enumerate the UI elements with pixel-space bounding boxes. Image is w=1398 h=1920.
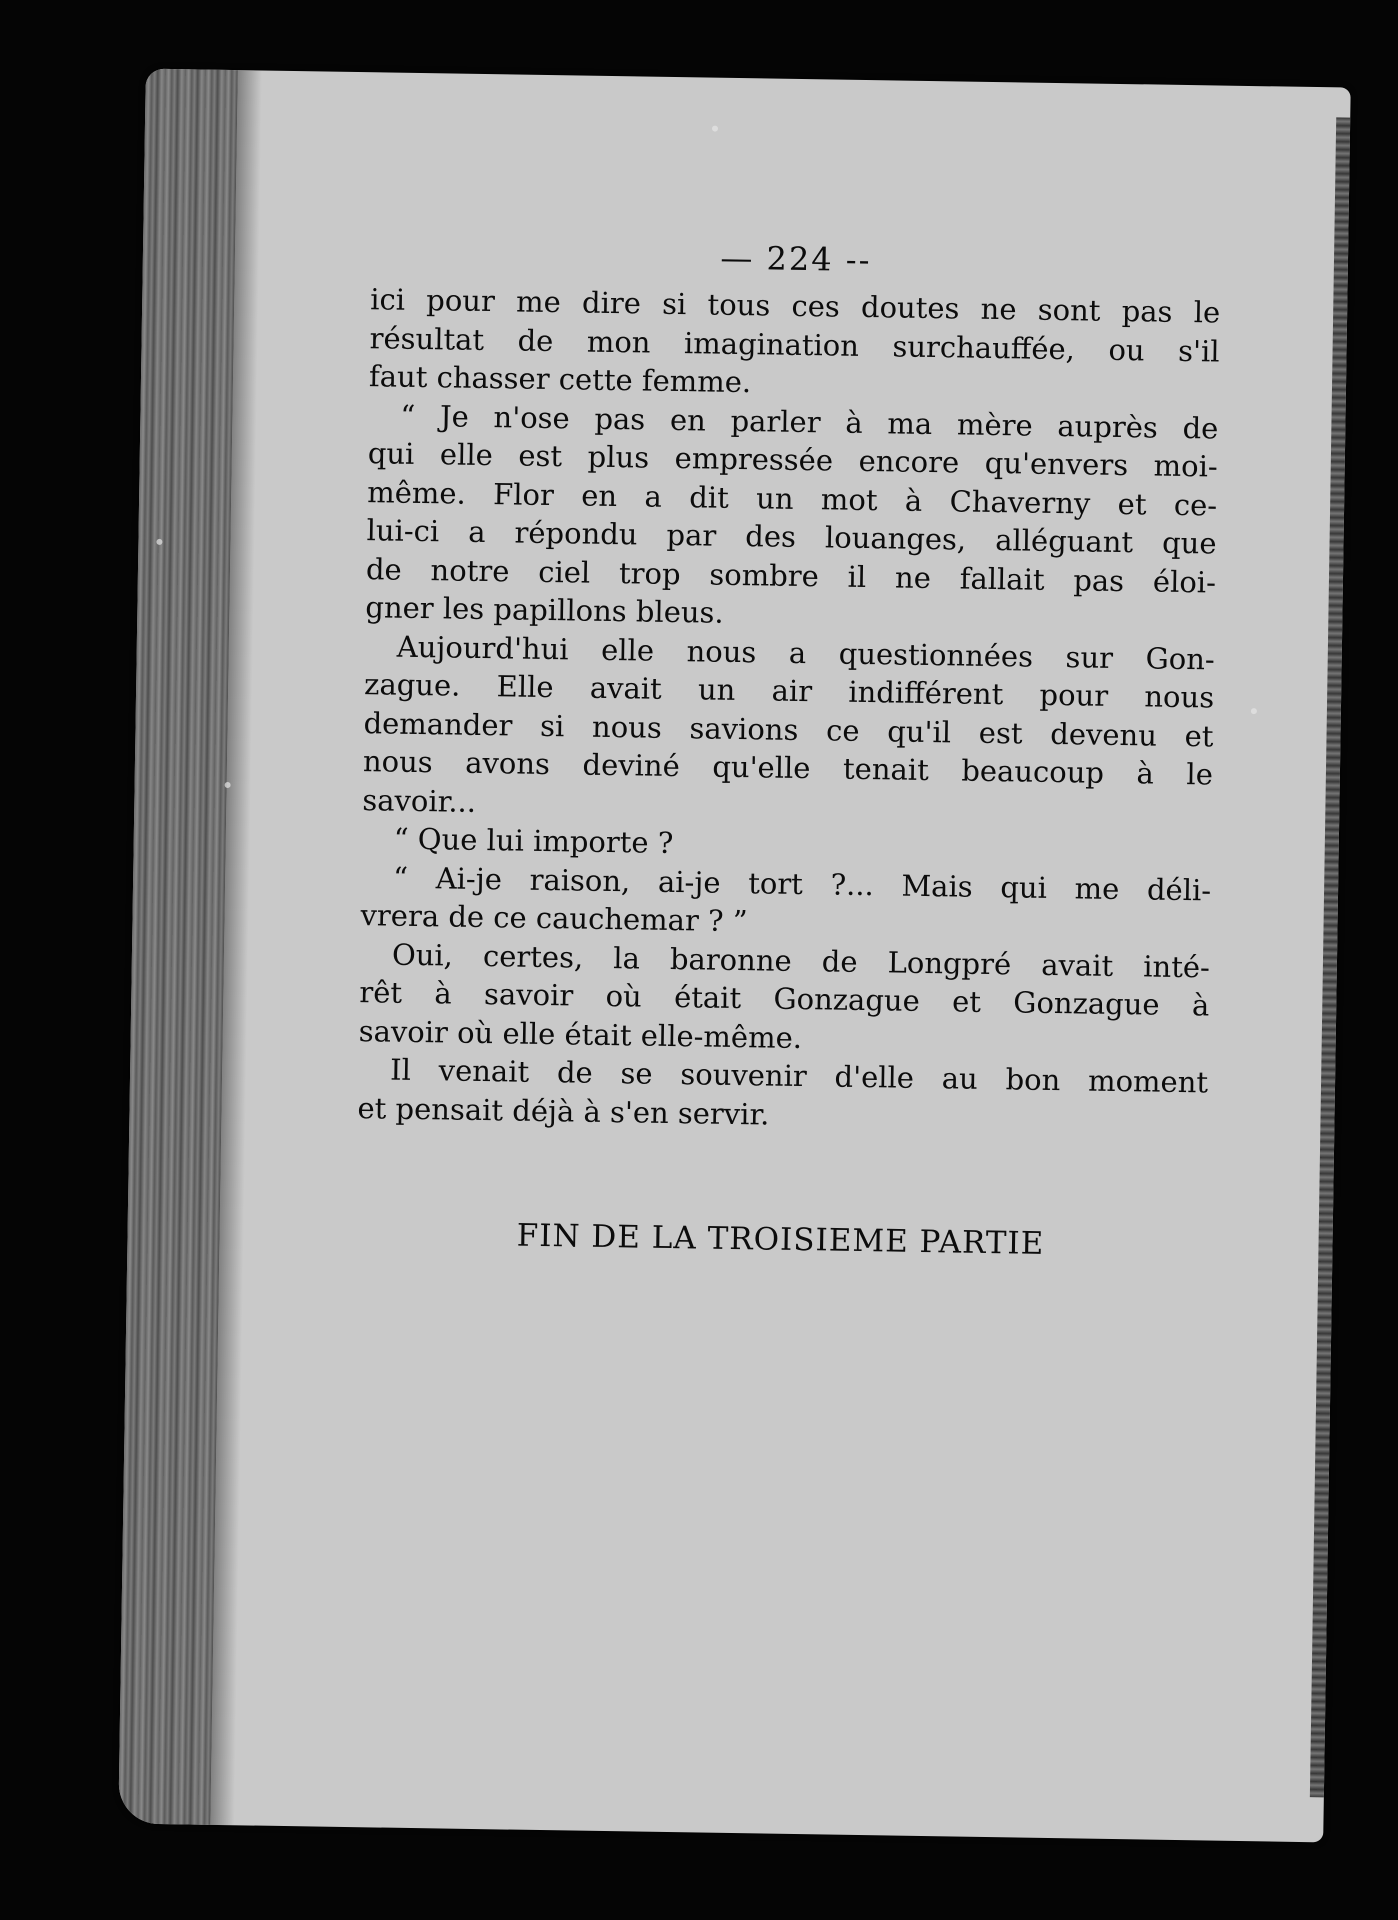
text-line: vrera de ce cauchemar ? ”: [360, 898, 748, 939]
dust-speck: [712, 126, 718, 132]
text-line: qui elle est plus empressée encore qu'envers moi-: [367, 436, 1219, 484]
page-fore-edge: [1310, 117, 1350, 1797]
text-line: “ Que lui importe ?: [393, 821, 674, 861]
dust-speck: [225, 782, 231, 788]
text-line: faut chasser cette femme.: [368, 359, 752, 400]
dust-speck: [1251, 708, 1257, 714]
text-line: nous avons deviné qu'elle tenait beaucoup à le: [362, 744, 1214, 792]
page-number: — 224 --: [720, 238, 872, 280]
text-line: rêt à savoir où était Gonzague et Gonzague à: [359, 975, 1210, 1023]
text-line: résultat de mon imagination surchauffée, ou s'il: [369, 320, 1220, 369]
text-line: gner les papillons bleus.: [365, 590, 724, 630]
text-line: et pensait déjà à s'en servir.: [357, 1090, 770, 1132]
text-line: savoir...: [362, 782, 477, 819]
text-line: zague. Elle avait un air indifférent pour nous: [363, 667, 1215, 715]
text-line: même. Flor en a dit un mot à Chaverny et ce-: [366, 474, 1218, 523]
text-line: savoir où elle était elle-même.: [358, 1013, 803, 1055]
text-line: de notre ciel trop sombre il ne fallait pas éloi-: [365, 551, 1217, 600]
text-line: Oui, certes, la baronne de Longpré avait inté-: [391, 937, 1211, 984]
text-line: demander si nous savions ce qu'il est devenu et: [363, 705, 1214, 753]
text-line: “ Ai-je raison, ai-je tort ?... Mais qui me déli-: [392, 860, 1212, 907]
text-line: Aujourd'hui elle nous a questionnées sur Gon-: [396, 629, 1215, 677]
page-text-block: [355, 230, 1221, 1268]
text-line: “ Je n'ose pas en parler à ma mère auprès de: [400, 398, 1219, 446]
body-text: [357, 280, 1220, 1140]
text-line: ici pour me dire si tous ces doutes ne sont pas le: [369, 282, 1221, 330]
book-page: [118, 69, 1350, 1843]
text-line: Il venait de se souvenir d'elle au bon moment: [389, 1052, 1209, 1100]
text-line: lui-ci a répondu par des louanges, alléguant que: [366, 513, 1217, 561]
section-end-heading: FIN DE LA TROISIEME PARTIE: [516, 1217, 1045, 1262]
dust-speck: [156, 539, 162, 545]
